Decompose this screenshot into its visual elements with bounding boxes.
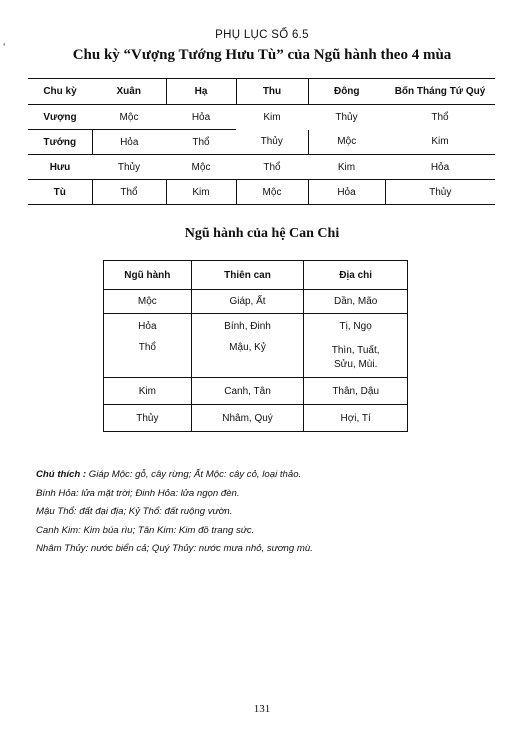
table-cell: Kim	[263, 111, 281, 123]
header-cell: Hạ	[166, 79, 236, 105]
table-row	[28, 180, 495, 205]
table-cell: Mộc	[137, 296, 157, 307]
header-cell: Ngũ hành	[104, 261, 192, 290]
table-cell: Mộc	[119, 111, 139, 123]
table-row	[104, 340, 408, 378]
table-cell: Mộc	[308, 130, 385, 155]
table-cell: Hỏa	[385, 155, 495, 180]
table-row	[104, 314, 408, 340]
note-text: Giáp Mộc: gỗ, cây rừng; Ất Mộc: cây cỏ, loại thảo.	[88, 469, 302, 480]
header-cell: Thu	[236, 79, 308, 105]
table1-title: Chu kỳ “Vượng Tướng Hưu Tù” của Ngũ hành theo 4 mùa	[72, 47, 452, 63]
row-label: Tù	[28, 180, 92, 205]
header-cell: Đông	[308, 79, 385, 105]
table-cell: Thân, Dậu	[304, 378, 408, 405]
table-cell: Kim	[104, 378, 192, 405]
table-cell: Thổ	[431, 111, 449, 123]
table-row	[28, 130, 495, 155]
table-cell: Thổ	[92, 180, 166, 205]
table-cell: Hỏa	[308, 180, 385, 205]
table-cell: Kim	[166, 180, 236, 205]
row-label: Vượng	[43, 111, 77, 123]
table-cell: Nhâm, Quý	[191, 405, 304, 432]
table-cell: Mậu, Kỷ	[191, 340, 304, 378]
table-cell: Hỏa	[104, 314, 192, 340]
table-row	[104, 290, 408, 314]
table-cell: Thổ	[236, 155, 308, 180]
table-cell: Thủy	[335, 111, 358, 123]
header-cell: Xuân	[92, 79, 166, 105]
row-label: Tướng	[28, 130, 92, 155]
table-cell: Thủy	[92, 155, 166, 180]
table-cell: Hợi, Tí	[304, 405, 408, 432]
notes-label: Chú thích :	[36, 469, 87, 480]
header-cell: Địa chi	[304, 261, 408, 290]
cell-line: Sửu, Mùi.	[333, 359, 378, 371]
table-cell: Dần, Mão	[304, 290, 408, 314]
table-cell: Thổ	[138, 341, 156, 353]
can-chi-table	[103, 260, 408, 432]
header-cell: Bốn Tháng Tứ Quý	[385, 79, 495, 105]
table-cell: Thủy	[104, 405, 192, 432]
table-cell: Hỏa	[191, 111, 211, 123]
table-row	[104, 405, 408, 432]
note-line: Nhâm Thủy: nước biển cả; Quý Thủy: nước mưa nhỏ, sương mù.	[36, 543, 313, 555]
notes-section	[36, 466, 496, 559]
table-cell: Canh, Tân	[191, 378, 304, 405]
seasonal-cycle-table	[28, 78, 495, 205]
note-line: Mậu Thổ: đất đại địa; Kỷ Thổ: đất ruộng vườn.	[36, 506, 233, 518]
header-cell: Thiên can	[191, 261, 304, 290]
table-cell: Giáp, Ất	[191, 290, 304, 314]
table-header-row	[104, 261, 408, 290]
table-cell: Hỏa	[92, 130, 166, 155]
table-cell: Tị, Ngọ	[304, 314, 408, 340]
margin-mark: ʻ	[3, 42, 6, 54]
header-cell: Chu kỳ	[28, 79, 92, 105]
table-cell: Kim	[308, 155, 385, 180]
note-line: Canh Kim: Kim búa rìu; Tân Kim: Kim đồ trang sức.	[36, 524, 255, 536]
table-cell: Kim	[431, 136, 449, 148]
table-cell: Mộc	[236, 180, 308, 205]
table-cell: Thủy	[385, 180, 495, 205]
row-label: Hưu	[28, 155, 92, 180]
table-row	[28, 155, 495, 180]
note-line: Bính Hỏa: lửa mặt trời; Đinh Hỏa: lửa ngọn đèn.	[36, 487, 240, 499]
table-cell	[304, 340, 408, 378]
page-number: 131	[253, 703, 271, 715]
table-row	[104, 378, 408, 405]
table2-title: Ngũ hành của hệ Can Chi	[184, 226, 340, 241]
table-cell: Mộc	[166, 155, 236, 180]
cell-line: Thìn, Tuất,	[331, 345, 380, 357]
table-header-row	[28, 79, 495, 105]
table-cell: Bính, Đinh	[191, 314, 304, 340]
table-cell: Thổ	[166, 130, 236, 155]
table-cell: Thủy	[260, 136, 283, 148]
note-line	[36, 466, 496, 485]
appendix-label: PHỤ LỤC SỐ 6.5	[215, 29, 309, 41]
table-row	[28, 105, 495, 130]
